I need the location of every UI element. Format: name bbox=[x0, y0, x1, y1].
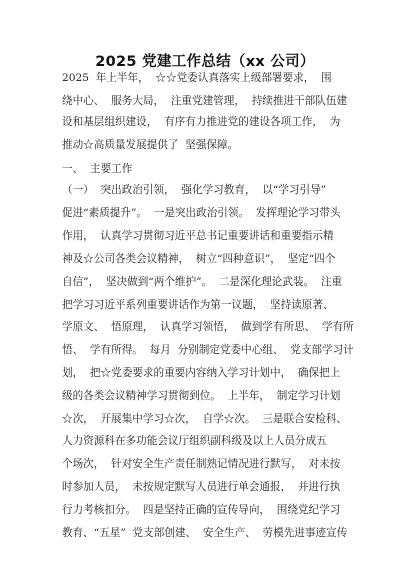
section-heading: 一、 主要工作 bbox=[62, 163, 133, 175]
body-line: 学原文、 悟原理， 认真学习领悟， 做到学有所思、 学有所 bbox=[62, 321, 354, 333]
body-line: 神及☆公司各类会议精神， 树立“四种意识”， 坚定“四个 bbox=[62, 253, 336, 265]
body-line: 行力考核扣分。 四是坚持正确的宣传导向， 围绕党纪学习 bbox=[62, 504, 341, 516]
body-line: 促进“素质提升”。 一是突出政治引领。 发挥理论学习带头 bbox=[62, 207, 341, 219]
body-line: 划， 把☆党委要求的重要内容纳入学习计划中， 确保把上 bbox=[62, 367, 341, 379]
body-line: 级的各类会议精神学习贯彻到位。 上半年， 制定学习计划 bbox=[62, 390, 341, 402]
body-line: ☆次， 开展集中学习☆次， 自学☆次。 三是联合安检科、 bbox=[62, 413, 348, 425]
body-line: 作用， 认真学习贯彻习近平总书记重要讲话和重要指示精 bbox=[62, 230, 334, 242]
body-line: 2025 年上半年， ☆☆党委认真落实上级部署要求， 围 bbox=[62, 72, 332, 84]
body-line: 教育、“五星” 党支部创建、 安全生产、 劳模先进事迹宣传 bbox=[62, 527, 348, 539]
body-line: 推动☆高质量发展提供了 坚强保障。 bbox=[62, 139, 239, 151]
body-line: 设和基层组织建设， 有序有力推进党的建设各项工作， 为 bbox=[62, 116, 341, 128]
body-line: 绕中心、 服务大局， 注重党建管理， 持续推进干部队伍建 bbox=[62, 95, 348, 107]
body-line: 个场次， 针对安全生产责任制熟记情况进行默写， 对未按 bbox=[62, 458, 341, 470]
body-line: 把学习习近平系列重要讲话作为第一议题， 坚持读原著、 bbox=[62, 299, 334, 311]
document-title: 2025 党建工作总结（xx 公司） bbox=[95, 54, 315, 70]
body-line: 悟、 学有所得。 每月 分别制定党委中心组、 党支部学习计 bbox=[62, 344, 354, 356]
body-line: 人力资源科在多功能会议厅组织副科级及以上人员分成五 bbox=[62, 435, 327, 447]
body-line: 时参加人员， 未按规定默写人员进行单会通报， 并进行执 bbox=[62, 481, 341, 493]
subsection-heading: （一） 突出政治引领， 强化学习教育， 以“学习引导” bbox=[62, 184, 327, 196]
body-line: 自信”， 坚决做到“两个维护”。 二是深化理论武装。 注重 bbox=[62, 276, 343, 288]
